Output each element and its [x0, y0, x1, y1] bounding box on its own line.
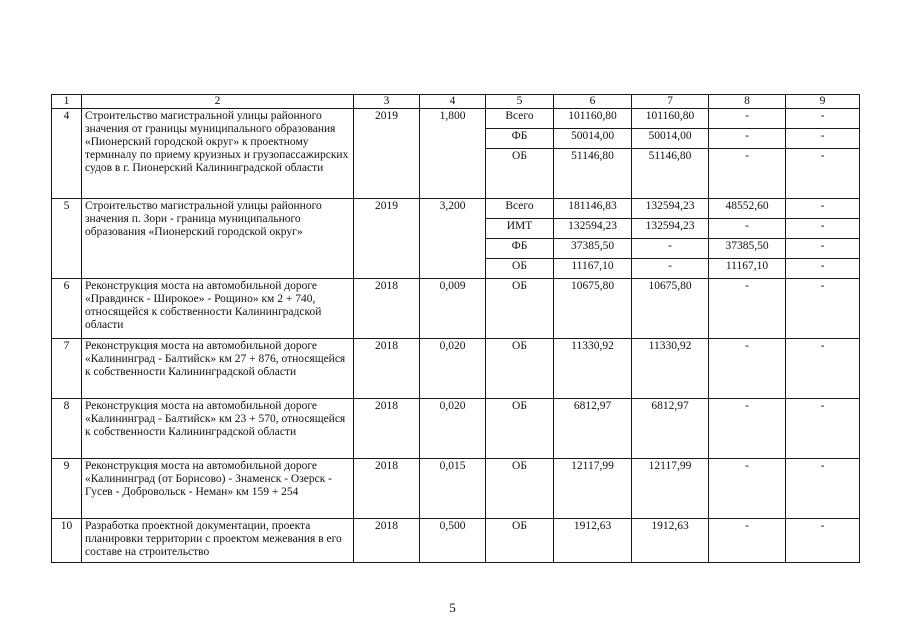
year-cell: 2018	[354, 339, 420, 399]
value-col6: 50014,00	[554, 129, 632, 149]
header-cell: 8	[709, 95, 786, 109]
source-cell: ФБ	[486, 239, 554, 259]
value-col7: 132594,23	[632, 219, 709, 239]
value-col8: -	[709, 279, 786, 339]
value-col6: 37385,50	[554, 239, 632, 259]
header-cell: 5	[486, 95, 554, 109]
table-header-row	[52, 95, 860, 109]
table-row	[52, 279, 860, 339]
source-cell: ОБ	[486, 279, 554, 339]
value-col7: 101160,80	[632, 109, 709, 129]
source-cell: ОБ	[486, 459, 554, 519]
value-col8: 11167,10	[709, 259, 786, 279]
value-col6: 11330,92	[554, 339, 632, 399]
source-cell: ОБ	[486, 519, 554, 563]
value-col7: 51146,80	[632, 149, 709, 199]
value-col7: -	[632, 259, 709, 279]
value-col9: -	[786, 519, 860, 563]
row-number: 5	[52, 199, 82, 279]
header-cell: 7	[632, 95, 709, 109]
row-number: 9	[52, 459, 82, 519]
object-name: Разработка проектной документации, проекта планировки территории с проектом межевания в его составе на строительство	[82, 519, 354, 563]
source-cell: Всего	[486, 109, 554, 129]
value-col6: 6812,97	[554, 399, 632, 459]
value-col8: -	[709, 149, 786, 199]
source-cell: ОБ	[486, 399, 554, 459]
table-row	[52, 399, 860, 459]
length-cell: 0,020	[420, 339, 486, 399]
header-cell: 3	[354, 95, 420, 109]
year-cell: 2018	[354, 519, 420, 563]
source-cell: ФБ	[486, 129, 554, 149]
object-name: Реконструкция моста на автомобильной дороге «Калининград (от Борисово) - Знаменск - Озерск - Гусев - Добровольск - Неман» км 159 + 254	[82, 459, 354, 519]
value-col6: 10675,80	[554, 279, 632, 339]
value-col8: -	[709, 459, 786, 519]
year-cell: 2018	[354, 459, 420, 519]
value-col7: 132594,23	[632, 199, 709, 219]
length-cell: 1,800	[420, 109, 486, 199]
financing-table	[51, 94, 860, 563]
year-cell: 2019	[354, 109, 420, 199]
table-row	[52, 339, 860, 399]
value-col7: 50014,00	[632, 129, 709, 149]
value-col9: -	[786, 459, 860, 519]
length-cell: 0,500	[420, 519, 486, 563]
value-col9: -	[786, 149, 860, 199]
header-cell: 2	[82, 95, 354, 109]
value-col7: 1912,63	[632, 519, 709, 563]
value-col7: 12117,99	[632, 459, 709, 519]
value-col6: 181146,83	[554, 199, 632, 219]
table-row	[52, 199, 860, 219]
value-col9: -	[786, 109, 860, 129]
table-row	[52, 459, 860, 519]
table-row	[52, 109, 860, 129]
object-name: Реконструкция моста на автомобильной дороге «Калининград - Балтийск» км 27 + 876, относящейся к собственности Калининградской области	[82, 339, 354, 399]
table-row	[52, 519, 860, 563]
value-col6: 132594,23	[554, 219, 632, 239]
value-col9: -	[786, 199, 860, 219]
value-col7: 6812,97	[632, 399, 709, 459]
value-col9: -	[786, 219, 860, 239]
value-col9: -	[786, 279, 860, 339]
value-col6: 101160,80	[554, 109, 632, 129]
row-number: 6	[52, 279, 82, 339]
value-col8: -	[709, 519, 786, 563]
length-cell: 0,009	[420, 279, 486, 339]
page-number: 5	[449, 600, 456, 615]
value-col8: -	[709, 339, 786, 399]
value-col6: 12117,99	[554, 459, 632, 519]
row-number: 10	[52, 519, 82, 563]
row-number: 4	[52, 109, 82, 199]
header-cell: 6	[554, 95, 632, 109]
source-cell: ОБ	[486, 149, 554, 199]
value-col8: 48552,60	[709, 199, 786, 219]
object-name: Реконструкция моста на автомобильной дороге «Правдинск - Широкое» - Рощино» км 2 + 740, относящейся к собственности Калининградской области	[82, 279, 354, 339]
object-name: Строительство магистральной улицы районного значения от границы муниципального образования «Пионерский городской округ» к проектному терминалу по приему круизных и грузопассажирских судов в г. Пионерский Калининградской области	[82, 109, 354, 199]
source-cell: ОБ	[486, 259, 554, 279]
source-cell: ИМТ	[486, 219, 554, 239]
object-name: Реконструкция моста на автомобильной дороге «Калининград - Балтийск» км 23 + 570, относящейся к собственности Калининградской области	[82, 399, 354, 459]
value-col9: -	[786, 129, 860, 149]
value-col8: 37385,50	[709, 239, 786, 259]
value-col6: 1912,63	[554, 519, 632, 563]
value-col7: 10675,80	[632, 279, 709, 339]
value-col8: -	[709, 399, 786, 459]
value-col8: -	[709, 219, 786, 239]
header-cell: 4	[420, 95, 486, 109]
source-cell: Всего	[486, 199, 554, 219]
header-cell: 1	[52, 95, 82, 109]
value-col6: 51146,80	[554, 149, 632, 199]
object-name: Строительство магистральной улицы районного значения п. Зори - граница муниципального образования «Пионерский городской округ»	[82, 199, 354, 279]
value-col9: -	[786, 339, 860, 399]
value-col9: -	[786, 399, 860, 459]
year-cell: 2018	[354, 399, 420, 459]
value-col8: -	[709, 129, 786, 149]
length-cell: 3,200	[420, 199, 486, 279]
value-col6: 11167,10	[554, 259, 632, 279]
value-col9: -	[786, 239, 860, 259]
value-col8: -	[709, 109, 786, 129]
value-col7: -	[632, 239, 709, 259]
value-col9: -	[786, 259, 860, 279]
source-cell: ОБ	[486, 339, 554, 399]
row-number: 7	[52, 339, 82, 399]
length-cell: 0,020	[420, 399, 486, 459]
length-cell: 0,015	[420, 459, 486, 519]
row-number: 8	[52, 399, 82, 459]
year-cell: 2019	[354, 199, 420, 279]
value-col7: 11330,92	[632, 339, 709, 399]
header-cell: 9	[786, 95, 860, 109]
year-cell: 2018	[354, 279, 420, 339]
